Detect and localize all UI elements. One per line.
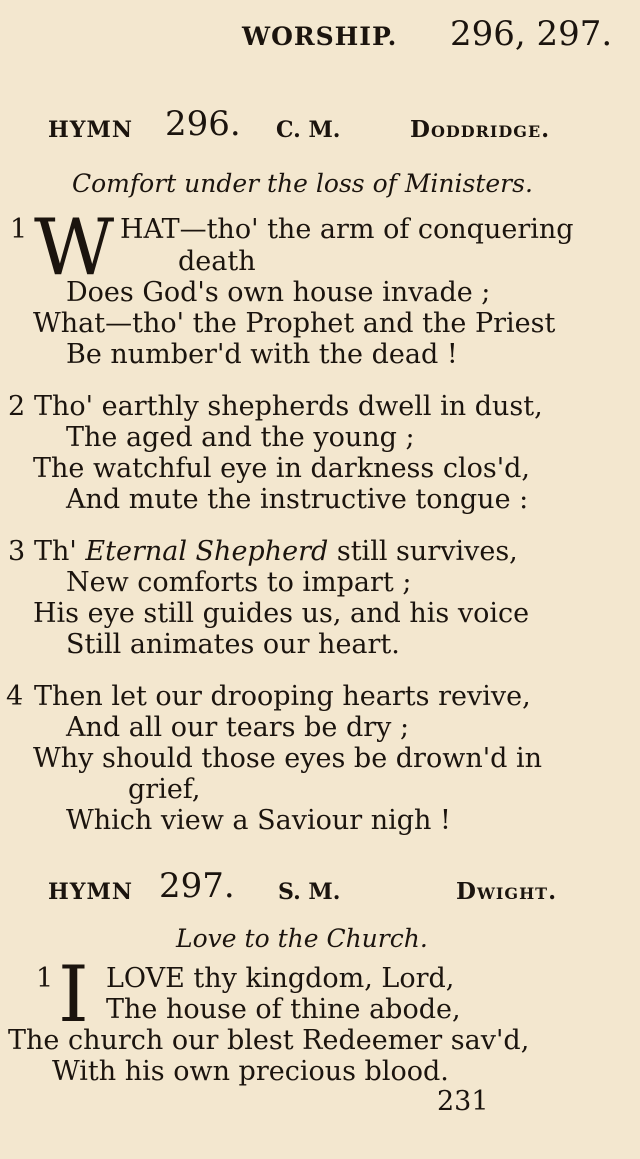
- verse-line: With his own precious blood.: [52, 1056, 449, 1087]
- verse-line: death: [178, 246, 256, 277]
- verse-line: Then let our drooping hearts revive,: [34, 681, 531, 712]
- drop-cap: W: [34, 203, 115, 293]
- verse-line: LOVE thy kingdom, Lord,: [106, 963, 455, 994]
- verse-line: Which view a Saviour nigh !: [66, 805, 451, 836]
- verse-line-segment: Th': [34, 536, 86, 567]
- verse-number: 2: [8, 391, 26, 422]
- hymn-297-label: HYMN: [48, 879, 133, 905]
- verse-line: His eye still guides us, and his voice: [33, 598, 530, 629]
- verse-number: 1: [36, 963, 54, 994]
- verse-number: 4: [6, 681, 24, 712]
- verse-line: Tho' earthly shepherds dwell in dust,: [34, 391, 543, 422]
- verse-line: And all our tears be dry ;: [66, 712, 410, 743]
- verse-line-segment: still survives,: [328, 536, 518, 567]
- verse-number: 1: [10, 214, 28, 245]
- hymn-296-author: Doddridge.: [410, 116, 551, 143]
- hymn-297-meter: S. M.: [278, 879, 341, 905]
- verse-line: The aged and the young ;: [66, 422, 415, 453]
- verse-line: Be number'd with the dead !: [66, 339, 458, 370]
- page-number: 231: [437, 1086, 489, 1117]
- verse-line: [34, 536, 518, 567]
- verse-line: What—tho' the Prophet and the Priest: [33, 308, 556, 339]
- verse-line-italic-segment: Eternal Shepherd: [85, 536, 329, 567]
- verse-line: New comforts to impart ;: [66, 567, 412, 598]
- verse-line: And mute the instructive tongue :: [66, 484, 529, 515]
- hymn-296-label: HYMN: [48, 117, 133, 143]
- hymn-296-title: Comfort under the loss of Ministers.: [72, 169, 533, 198]
- verse-line: Why should those eyes be drown'd in: [33, 743, 543, 774]
- running-header-hymn-numbers: 296, 297.: [450, 14, 613, 54]
- running-header-section: WORSHIP.: [242, 22, 398, 51]
- verse-line: HAT—tho' the arm of conquering: [120, 214, 574, 245]
- verse-number: 3: [8, 536, 26, 567]
- verse-line: Does God's own house invade ;: [66, 277, 491, 308]
- verse-line: The house of thine abode,: [106, 994, 461, 1025]
- hymn-296-meter: C. M.: [276, 117, 341, 143]
- hymn-297-author: Dwight.: [456, 878, 558, 905]
- hymn-297-title: Love to the Church.: [176, 924, 428, 953]
- verse-line: The watchful eye in darkness clos'd,: [33, 453, 530, 484]
- verse-line: The church our blest Redeemer sav'd,: [8, 1025, 530, 1056]
- drop-cap: I: [58, 950, 89, 1040]
- verse-line: Still animates our heart.: [66, 629, 400, 660]
- hymn-296-number: 296.: [165, 104, 241, 144]
- verse-line: grief,: [128, 774, 201, 805]
- hymn-297-number: 297.: [159, 866, 235, 906]
